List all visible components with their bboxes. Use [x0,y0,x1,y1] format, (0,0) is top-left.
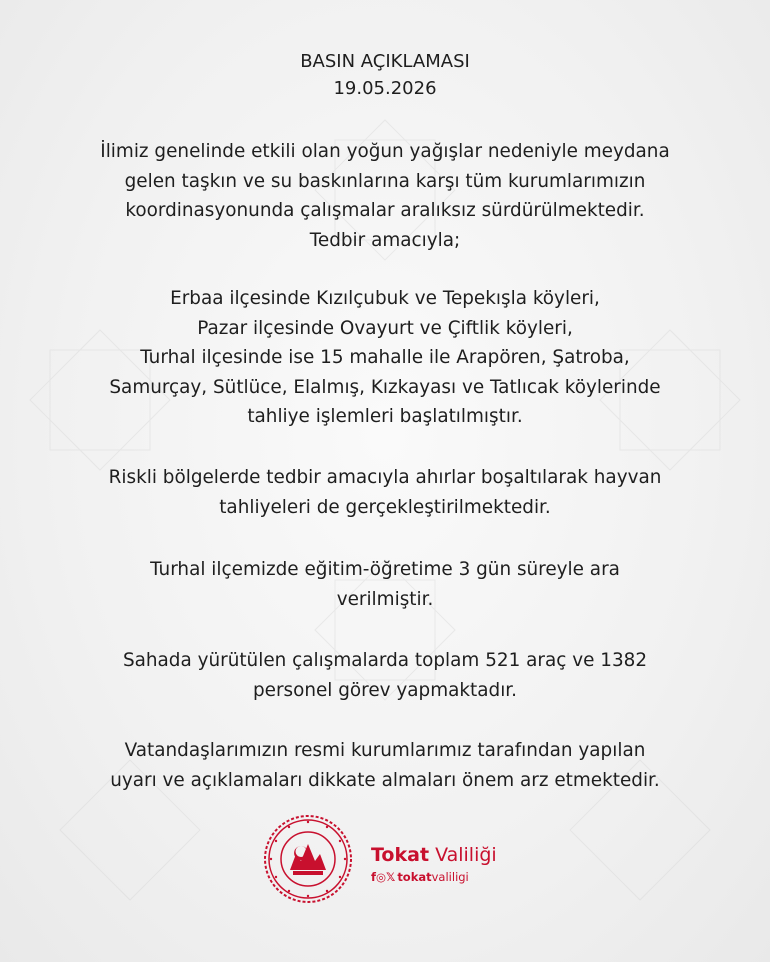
text-line: Vatandaşlarımızın resmi kurumlarımız tarafından yapılan [124,740,646,761]
text-line: Pazar ilçesinde Ovayurt ve Çiftlik köyleri, [197,317,573,339]
text-line: gelen taşkın ve su baskınlarına karşı tüm kurumlarımızın [124,170,646,192]
text-line: tahliye işlemleri başlatılmıştır. [247,406,523,427]
text-line: uyarı ve açıklamaları dikkate almaları önem arz etmektedir. [110,769,660,791]
brand-name-bold: Tokat [371,844,430,866]
text-line: Turhal ilçemizde eğitim-öğretime 3 gün süreyle ara [150,559,620,580]
text-line: personel görev yapmaktadır. [252,679,518,701]
paragraph-evacuations [30,284,740,432]
paragraph-warning [30,736,740,795]
text-line: koordinasyonunda çalışmalar aralıksız sürdürülmektedir. [125,200,645,221]
paragraph-personnel [30,646,740,705]
text-line: verilmiştir. [336,588,434,610]
governorship-seal-icon [263,814,353,904]
brand-name-regular: Valiliği [435,844,497,866]
text-line: Tedbir amacıyla; [309,229,461,251]
document-date: 19.05.2026 [333,78,437,99]
document-title: BASIN AÇIKLAMASI [300,51,470,72]
text-line: Sahada yürütülen çalışmalarda toplam 521 araç ve 1382 [122,650,648,671]
paragraph-intro [30,137,740,255]
text-line: tahliyeleri de gerçekleştirilmektedir. [219,496,551,518]
text-line: Riskli bölgelerde tedbir amacıyla ahırlar boşaltılarak hayvan [108,467,662,488]
brand-name [371,844,497,866]
handle-regular: valiligi [431,870,469,884]
footer-branding [263,814,523,904]
text-line: Erbaa ilçesinde Kızılçubuk ve Tepekışla köyleri, [170,288,600,309]
text-line: İlimiz genelinde etkili olan yoğun yağışlar nedeniyle meydana [100,141,670,162]
handle-bold: tokat [397,870,432,884]
text-line: Samurçay, Sütlüce, Elalmış, Kızkayası ve Tatlıcak köylerinde [109,376,661,398]
paragraph-livestock [30,463,740,522]
social-media-icons: f◎𝕏 [371,870,396,884]
social-handle [371,870,469,884]
text-line: Turhal ilçesinde ise 15 mahalle ile Arapören, Şatroba, [140,347,630,368]
paragraph-education [30,555,740,614]
